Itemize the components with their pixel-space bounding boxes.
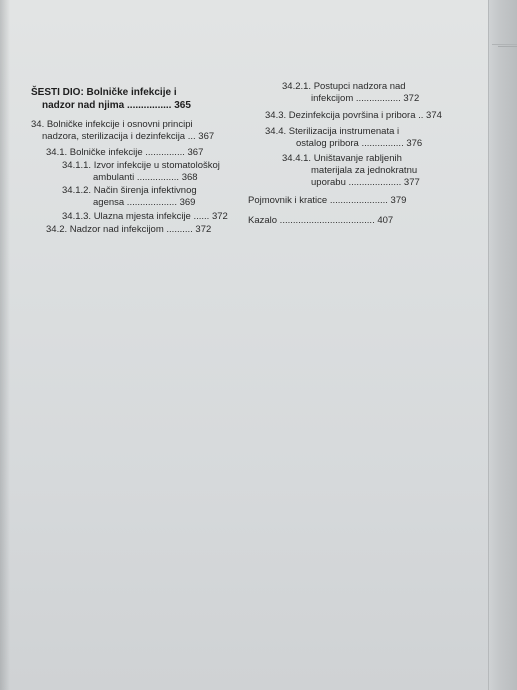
part-title-page: nadzor nad njima ................ 365 xyxy=(42,100,191,111)
page-shadow xyxy=(0,0,10,690)
toc-entry-34-2-1-cont: infekcijom ................. 372 xyxy=(311,93,420,104)
toc-entry-pojmovnik: Pojmovnik i kratice ...................... 379 xyxy=(248,195,407,206)
toc-entry-34-3: 34.3. Dezinfekcija površina i pribora .. 374 xyxy=(265,110,442,121)
toc-entry-34-4-1-cont: materijala za jednokratnu xyxy=(311,165,418,176)
toc-entry-34-4: 34.4. Sterilizacija instrumenata i xyxy=(265,126,400,137)
toc-entry-34-1-2: 34.1.2. Način širenja infektivnog xyxy=(62,185,197,196)
page-edge-line xyxy=(492,44,517,45)
toc-entry-34: 34. Bolničke infekcije i osnovni principi xyxy=(31,119,193,130)
toc-entry-34-1-2-cont: agensa ................... 369 xyxy=(93,197,196,208)
toc-entry-34-1-1-cont: ambulanti ................ 368 xyxy=(93,172,198,183)
toc-entry-34-4-1-cont2: uporabu .................... 377 xyxy=(311,177,420,188)
part-title: ŠESTI DIO: Bolničke infekcije i xyxy=(31,87,177,98)
toc-entry-34-2-1: 34.2.1. Postupci nadzora nad xyxy=(282,81,406,92)
toc-entry-kazalo: Kazalo .................................... 407 xyxy=(248,215,394,226)
page-edge-line xyxy=(498,46,517,47)
toc-entry-34-2: 34.2. Nadzor nad infekcijom .......... 372 xyxy=(46,224,212,235)
toc-entry-34-4-cont: ostalog pribora ................ 376 xyxy=(296,138,423,149)
toc-entry-34-1-1: 34.1.1. Izvor infekcije u stomatološkoj xyxy=(62,160,220,171)
toc-entry-34-cont: nadzora, sterilizacija i dezinfekcija ... 367 xyxy=(42,131,215,142)
toc-entry-34-1-3: 34.1.3. Ulazna mjesta infekcije ...... 372 xyxy=(62,211,228,222)
toc-entry-34-1: 34.1. Bolničke infekcije ............... 367 xyxy=(46,147,204,158)
toc-entry-34-4-1: 34.4.1. Uništavanje rabljenih xyxy=(282,153,402,164)
page-edge-line xyxy=(488,0,489,690)
page-edge xyxy=(488,0,517,690)
